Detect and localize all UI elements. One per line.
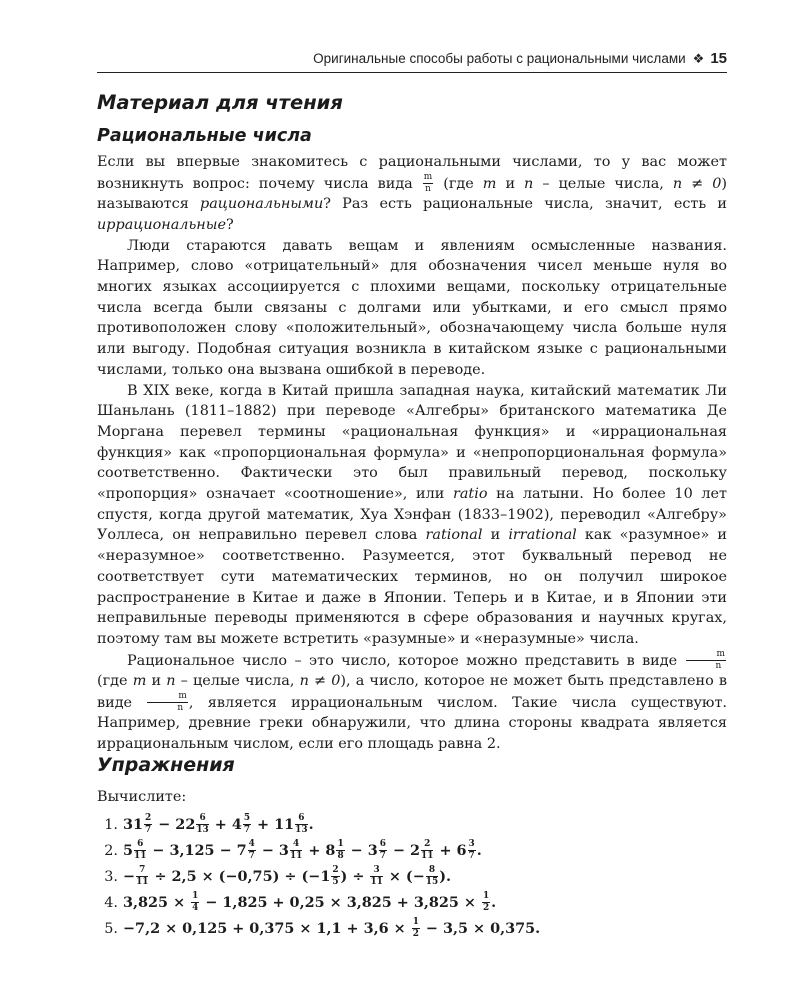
fraction-m-over-n: $\frac{m}{n}$ (147, 692, 187, 713)
body-text (97, 152, 727, 755)
subsection-title: Рациональные числа (97, 126, 312, 146)
exercise-expression: − $\frac{7}{11}$ ÷ 2,5 × (−0,75) ÷ (−1 $\frac{2}{5}$ ) ÷ $\frac{3}{11}$ × (− $\frac{8}{15}$ ). (123, 865, 452, 888)
paragraph-4: Рациональное число – это число, которое можно представить в виде $\frac{m}{n}$ (где m и n – целые числа, n ≠ 0), а число, которое не может быть представлено в виде $\frac{m}{n}$ , является иррациональным числом. Такие числа существуют. Например, древние греки обнаружили, что длина стороны квадрата является иррациональным числом, если его площадь равна 2. (97, 648, 727, 753)
exercise-item (97, 916, 727, 942)
exercise-expression: 31 $\frac{2}{7}$ − 22 $\frac{6}{13}$ + 4 $\frac{5}{7}$ + 11 $\frac{6}{13}$ . (123, 813, 314, 836)
fraction: $\frac{6}{13}$ (196, 813, 209, 836)
exercise-number: 5. (104, 921, 118, 937)
exercises-intro: Вычислите: (97, 789, 187, 805)
paragraph-2: Люди стараются давать вещам и явлениям осмысленные названия. Например, слово «отрицательный» для обозначения чисел меньше нуля во многих языках ассоциируется с плохими вещами, поскольку отрицательные числа всегда были связаны с долгами или убытками, и его смысл прямо противоположен слову «положительный», обозначающему числа больше нуля или выгоду. Подобная ситуация возникла в китайском языке с рациональными числами, только она вызвана ошибкой в переводе. (97, 237, 727, 378)
exercise-expression: 3,825 × $\frac{1}{4}$ − 1,825 + 0,25 × 3,825 + 3,825 × $\frac{1}{2}$ . (123, 891, 497, 914)
fraction: $\frac{6}{13}$ (295, 813, 308, 836)
fraction: $\frac{6}{11}$ (134, 839, 147, 862)
fraction: $\frac{1}{2}$ (482, 891, 490, 914)
fraction-m-over-n: $\frac{m}{n}$ (423, 171, 433, 194)
fraction: $\frac{4}{11}$ (289, 839, 303, 862)
fraction: $\frac{1}{2}$ (412, 917, 419, 940)
exercise-item (97, 812, 727, 838)
paragraph-3: В XIX веке, когда в Китай пришла западная наука, китайский математик Ли Шаньлань (1811–1882) при переводе «Алгебры» британского математика Де Моргана перевел термины «рациональная функция» и «иррациональная функция» как «пропорциональная формула» и «непропорциональная формула» соответственно. Фактически это был правильный перевод, поскольку «пропорция» означает «соотношение», или ratio на латыни. Но более 10 лет спустя, когда другой математик, Хуа Хэнфан (1833–1902), переводил «Алгебру» Уоллеса, он неправильно перевел слова rational и irrational как «разумное» и «неразумное» соответственно. Разумеется, этот буквальный перевод не соответствует сути математических терминов, но он получил широкое распространение в Китае и даже в Японии. Теперь и в Китае, и в Японии эти неправильные переводы применяются в сфере образования и научных кругах, поэтому там вы можете встретить «разумные» и «неразумные» числа. (97, 382, 727, 647)
exercise-item (97, 838, 727, 864)
exercise-expression: −7,2 × 0,125 + 0,375 × 1,1 + 3,6 × $\frac{1}{2}$ − 3,5 × 0,375. (123, 917, 541, 940)
fraction: $\frac{1}{4}$ (192, 891, 199, 914)
fraction: $\frac{2}{5}$ (332, 865, 339, 888)
fraction: $\frac{6}{7}$ (379, 839, 386, 862)
exercise-list (97, 812, 727, 942)
exercise-item (97, 864, 727, 890)
fraction: $\frac{4}{7}$ (248, 839, 255, 862)
fraction: $\frac{8}{15}$ (425, 865, 439, 888)
exercise-number: 2. (104, 843, 118, 859)
fraction: $\frac{5}{7}$ (243, 813, 251, 836)
fraction: $\frac{3}{7}$ (468, 839, 475, 862)
exercise-number: 1. (104, 817, 118, 833)
paragraph-1: Если вы впервые знакомитесь с рациональными числами, то у вас может возникнуть вопрос: почему числа вида $\frac{m}{n}$ (где m и n – целые числа, n ≠ 0) называются рациональными? Раз есть рациональные числа, значит, есть и иррациональные? (97, 154, 728, 233)
fraction: $\frac{2}{11}$ (421, 839, 434, 862)
exercise-number: 3. (104, 869, 118, 885)
page-number: 15 (710, 50, 727, 67)
exercise-item (97, 890, 727, 916)
exercises-title: Упражнения (97, 754, 235, 776)
fraction-m-over-n: $\frac{m}{n}$ (686, 650, 726, 671)
fraction: $\frac{3}{11}$ (370, 865, 383, 888)
diamond-ornament-icon: ❖ (692, 51, 705, 66)
exercise-expression: 5 $\frac{6}{11}$ − 3,125 − 7 $\frac{4}{7}$ − 3 $\frac{4}{11}$ + 8 $\frac{1}{8}$ − 3 $\frac{6}{7}$ − 2 $\frac{2}{11}$ + 6 $\frac{3}{7}$ . (123, 839, 482, 862)
fraction: $\frac{2}{7}$ (145, 813, 152, 836)
exercise-number: 4. (104, 895, 118, 911)
section-title: Материал для чтения (97, 91, 343, 114)
running-header (97, 50, 727, 73)
fraction: $\frac{1}{8}$ (337, 839, 344, 862)
fraction: $\frac{7}{11}$ (136, 865, 149, 888)
running-title: Оригинальные способы работы с рациональными числами (313, 51, 686, 66)
